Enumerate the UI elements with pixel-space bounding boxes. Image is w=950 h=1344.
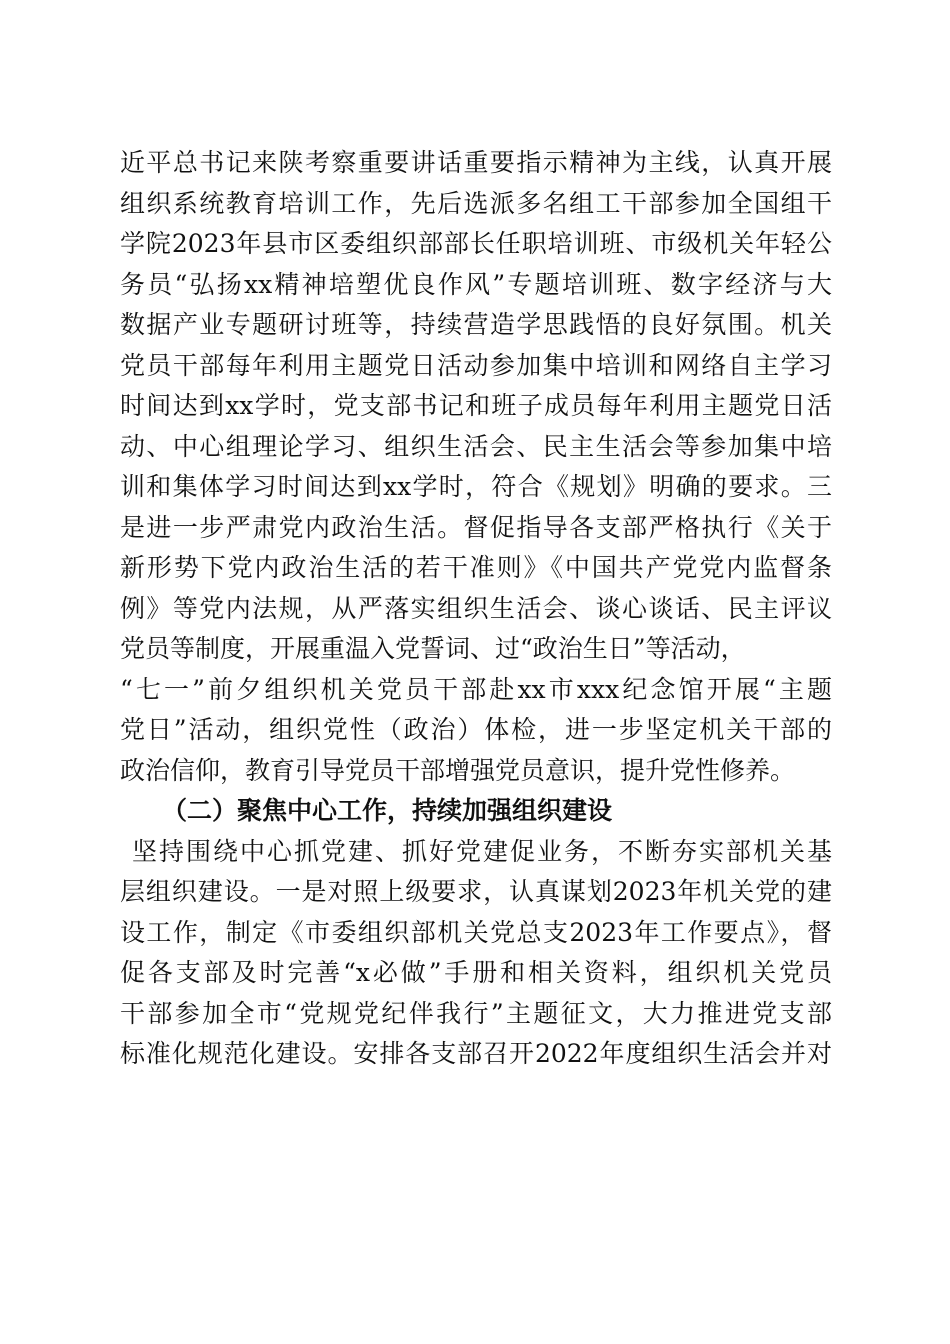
- paragraph-line: 干部参加全市“党规党纪伴我行”主题征文，大力推进党支部: [120, 998, 832, 1028]
- body-text: [120, 143, 832, 1075]
- paragraph-line: 时间达到xx学时，党支部书记和班子成员每年利用主题党日活: [120, 391, 832, 420]
- paragraph-line: 党员等制度，开展重温入党誓词、过“政治生日”等活动，: [120, 634, 746, 663]
- paragraph-line: 促各支部及时完善“x必做”手册和相关资料，组织机关党员: [120, 958, 832, 987]
- paragraph-line: 近平总书记来陕考察重要讲话重要指示精神为主线，认真开展: [120, 148, 832, 177]
- paragraph-line: 务员“弘扬xx精神培塑优良作风”专题培训班、数字经济与大: [120, 269, 832, 299]
- paragraph-line: 坚持围绕中心抓党建、抓好党建促业务，不断夯实部机关基: [132, 836, 832, 866]
- paragraph-line: 例》等党内法规，从严落实组织生活会、谈心谈话、民主评议: [120, 593, 832, 623]
- paragraph-line: 设工作，制定《市委组织部机关党总支2023年工作要点》，督: [120, 917, 832, 947]
- paragraph-line: 学院2023年县市区委组织部部长任职培训班、市级机关年轻公: [120, 229, 832, 258]
- paragraph-line: 标准化规范化建设。安排各支部召开2022年度组织生活会并对: [120, 1039, 832, 1068]
- paragraph-line: 层组织建设。一是对照上级要求，认真谋划2023年机关党的建: [120, 877, 832, 906]
- paragraph-line: 数据产业专题研讨班等，持续营造学思践悟的良好氛围。机关: [120, 310, 832, 339]
- paragraph-line: 组织系统教育培训工作，先后选派多名组工干部参加全国组干: [120, 188, 832, 218]
- section-heading: （二）聚焦中心工作，持续加强组织建设: [162, 796, 613, 825]
- paragraph-line: 动、中心组理论学习、组织生活会、民主生活会等参加集中培: [120, 431, 832, 461]
- paragraph-line: 训和集体学习时间达到xx学时，符合《规划》明确的要求。三: [120, 472, 832, 501]
- paragraph-line: 党日”活动，组织党性（政治）体检，进一步坚定机关干部的: [120, 715, 832, 744]
- paragraph-line: 党员干部每年利用主题党日活动参加集中培训和网络自主学习: [120, 350, 832, 380]
- paragraph-line: 政治信仰，教育引导党员干部增强党员意识，提升党性修养。: [120, 755, 796, 785]
- paragraph-line: 是进一步严肃党内政治生活。督促指导各支部严格执行《关于: [120, 512, 832, 542]
- paragraph-line: “七一”前夕组织机关党员干部赴xx市xxx纪念馆开展“主题: [120, 674, 832, 704]
- paragraph-line: 新形势下党内政治生活的若干准则》《中国共产党党内监督条: [120, 553, 832, 582]
